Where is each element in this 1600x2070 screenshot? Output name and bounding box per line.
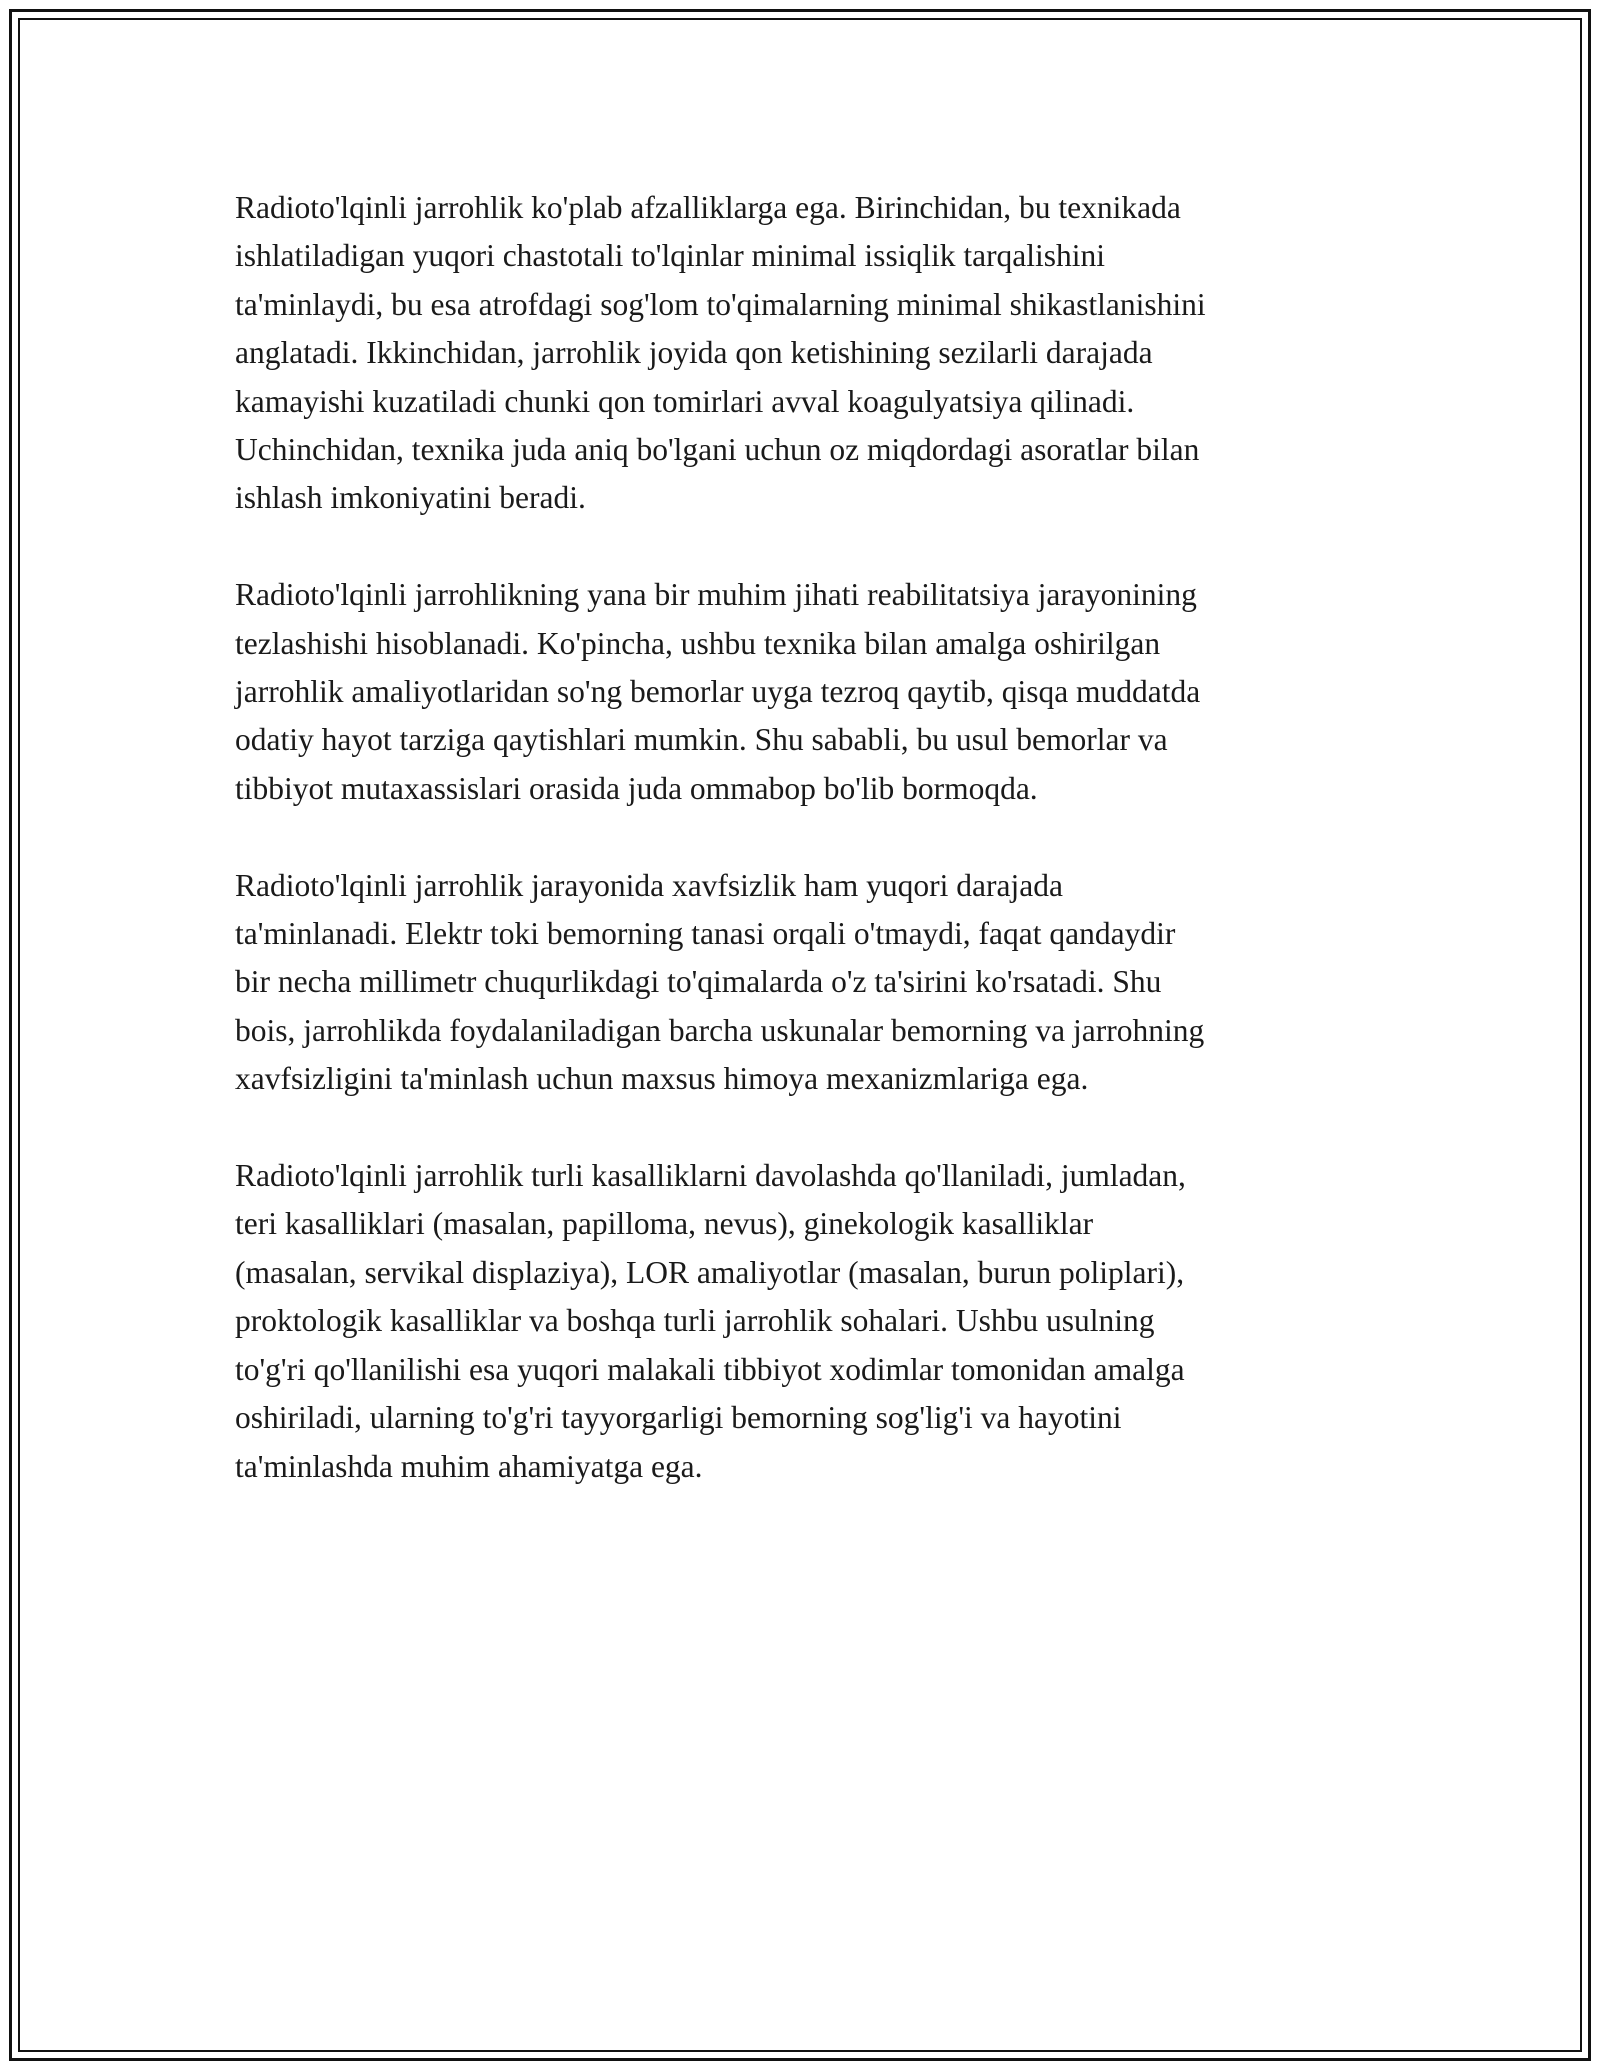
text-line: tezlashishi hisoblanadi. Ko'pincha, ushbu texnika bilan amalga oshirilgan xyxy=(235,625,1161,661)
text-line: Radioto'lqinli jarrohlikning yana bir muhim jihati reabilitatsiya jarayonining xyxy=(235,577,1197,613)
paragraph-1 xyxy=(235,184,1385,523)
text-line: anglatadi. Ikkinchidan, jarrohlik joyida qon ketishining sezilarli darajada xyxy=(235,335,1153,371)
paragraph-4 xyxy=(235,1152,1385,1491)
text-line: (masalan, servikal displaziya), LOR amaliyotlar (masalan, burun poliplari), xyxy=(235,1254,1185,1290)
paragraph-2 xyxy=(235,571,1385,813)
text-line: oshiriladi, ularning to'g'ri tayyorgarligi bemorning sog'lig'i va hayotini xyxy=(235,1400,1122,1436)
text-line: Radioto'lqinli jarrohlik jarayonida xavfsizlik ham yuqori darajada xyxy=(235,867,1063,903)
text-line: jarrohlik amaliyotlaridan so'ng bemorlar uyga tezroq qaytib, qisqa muddatda xyxy=(235,674,1201,710)
text-line: tibbiyot mutaxassislari orasida juda ommabop bo'lib bormoqda. xyxy=(235,770,1038,806)
paragraph-3 xyxy=(235,862,1385,1104)
text-line: Radioto'lqinli jarrohlik ko'plab afzalliklarga ega. Birinchidan, bu texnikada xyxy=(235,190,1181,225)
text-line: bois, jarrohlikda foydalaniladigan barcha uskunalar bemorning va jarrohning xyxy=(235,1012,1205,1048)
text-line: Radioto'lqinli jarrohlik turli kasalliklarni davolashda qo'llaniladi, jumladan, xyxy=(235,1158,1186,1194)
text-line: teri kasalliklari (masalan, papilloma, nevus), ginekologik kasalliklar xyxy=(235,1206,1094,1242)
text-line: xavfsizligini ta'minlash uchun maxsus himoya mexanizmlariga ega. xyxy=(235,1061,1089,1097)
text-line: kamayishi kuzatiladi chunki qon tomirlari avval koagulyatsiya qilinadi. xyxy=(235,383,1135,419)
document-body xyxy=(235,184,1385,1539)
text-line: bir necha millimetr chuqurlikdagi to'qimalarda o'z ta'sirini ko'rsatadi. Shu xyxy=(235,964,1162,1000)
text-line: Uchinchidan, texnika juda aniq bo'lgani uchun oz miqdordagi asoratlar bilan xyxy=(235,432,1200,468)
text-line: ta'minlashda muhim ahamiyatga ega. xyxy=(235,1448,703,1484)
text-line: ta'minlaydi, bu esa atrofdagi sog'lom to'qimalarning minimal shikastlanishini xyxy=(235,286,1206,322)
text-line: proktologik kasalliklar va boshqa turli jarrohlik sohalari. Ushbu usulning xyxy=(235,1303,1155,1339)
text-line: to'g'ri qo'llanilishi esa yuqori malakali tibbiyot xodimlar tomonidan amalga xyxy=(235,1351,1185,1387)
text-line: ishlash imkoniyatini beradi. xyxy=(235,480,586,516)
text-line: ishlatiladigan yuqori chastotali to'lqinlar minimal issiqlik tarqalishini xyxy=(235,238,1106,274)
text-line: odatiy hayot tarziga qaytishlari mumkin. Shu sababli, bu usul bemorlar va xyxy=(235,722,1168,758)
text-line: ta'minlanadi. Elektr toki bemorning tanasi orqali o'tmaydi, faqat qandaydir xyxy=(235,916,1176,952)
